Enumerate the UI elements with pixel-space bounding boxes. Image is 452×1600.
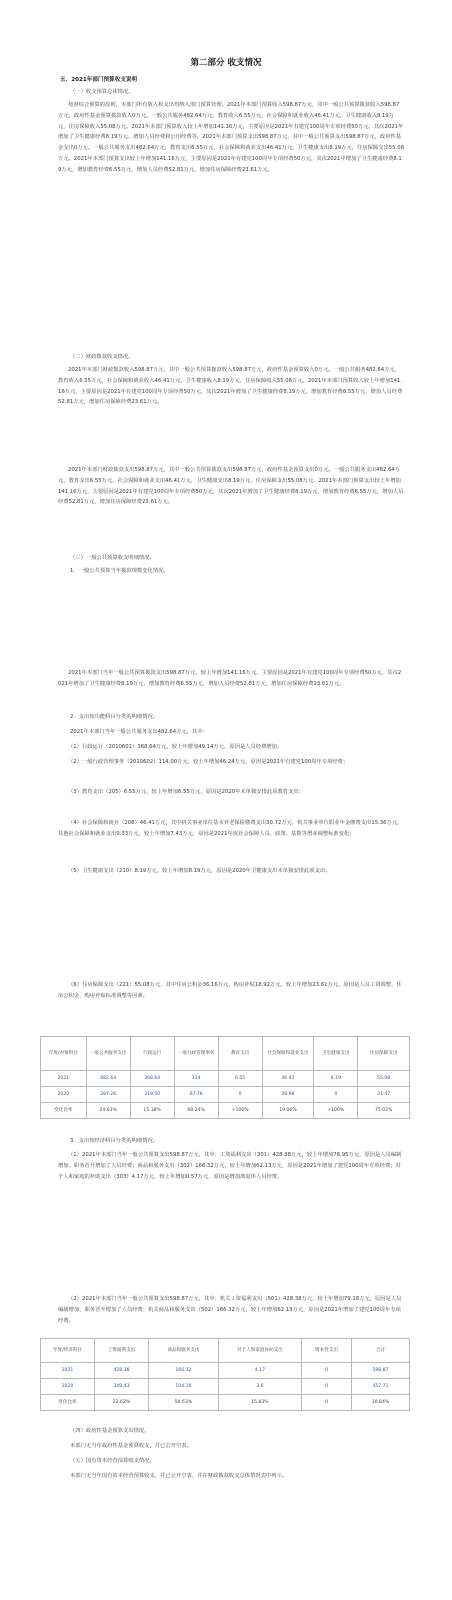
table-cell: 104.19 <box>149 1379 219 1395</box>
table-cell: 0 <box>302 1379 352 1395</box>
table-cell: 166.32 <box>149 1363 219 1379</box>
table-cell: 319.50 <box>130 1087 174 1103</box>
page-title: 第二部分 收支情况 <box>190 58 262 68</box>
paragraph-economic-1: （1）2021年本部门当年一般公共预算支出598.87万元，其中：工资福利支出（301）428.38万元，较上年增加78.95万元，原因是人员编制增加、职务晋升增加了人员经费；商品和服务支出（302）166.32万元，较上年增加62.13万元，原因是2021年增加了建党100周年专项经费；对个人和家庭的补助支出（303）4.17万元，较上年增加0.57万元，原因是增加离退休人员经费。 <box>58 1152 402 1180</box>
function-expense-table <box>40 1036 410 1119</box>
table-cell: 75.02% <box>358 1103 410 1119</box>
table-cell: 349.43 <box>94 1379 148 1395</box>
table-cell: 30.84% <box>351 1395 409 1411</box>
table-cell: 2021 <box>41 1071 87 1087</box>
table-header-cell: 一般公共服务支出 <box>86 1037 130 1071</box>
table-cell: 68.24% <box>174 1103 218 1119</box>
table-cell: 38.98 <box>262 1087 314 1103</box>
list-item: （3）教育支出（205）6.55万元，较上年增加6.55万元，原因是2020年未单独安排此项教育支出； <box>68 789 304 795</box>
item-heading: 2．支出按功能科目分类的明细情况。 <box>70 714 159 720</box>
table-cell: 46.41 <box>262 1071 314 1087</box>
table-cell: 31.47 <box>358 1087 410 1103</box>
table-cell: 55.08 <box>358 1071 410 1087</box>
table-header-cell: 住房保障支出 <box>358 1037 410 1071</box>
paragraph-overview: 按照综合预算的原则，本部门所有收入和支出均纳入部门预算管理。2021年本部门预算收入598.87万元，其中一般公共预算拨款收入598.87万元，政府性基金预算拨款收入0万元。一般公共服务482.64万元，教育收入6.55万元，社会保障和就业收入46.41万元，卫生健康收入8.19万元，住房保障收入55.08万元。2021年本部门预算收入较上年增加141.16万元，主要原因是2021年有建党100周年专项经费50万元，其次2021年增加了卫生健康经费8.19万元，增加人员经费和公用经费等。2021年本部门预算支出598.87万元，其中一般公共预算支出598.87万元，政府性基金支出0万元。一般公共服务支出482.64万元，教育支出6.55万元，社会保障和就业支出46.41万元，卫生健康支出8.19万元，住房保障支出55.08万元。2021年本部门预算支出较上年增加141.16万元，主要原因是2021年有建党100周年专项经费50万元，其次2021年增加了卫生健康经费8.19万元，增加教育经费6.55万元，增加人员经费52.81万元，增加住房保障经费23.61万元。 <box>58 102 404 173</box>
list-item: （6）住房保障支出（221）55.08万元，其中住房公积金36.16万元，购房补贴18.92万元，较上年增加23.61万元，原因是人员工资调整、住房公积金、购房补贴标准调整等因素。 <box>58 982 402 999</box>
paragraph-fund: 本部门无当年政府性基金预算收支，并已公开空表。 <box>70 1443 192 1449</box>
paragraph-scale-change: 2021年本部门当年一般公共预算拨款支出598.87万元，较上年增加141.16万元，主要原因是2021年有建党100周年专项经费50万元，其次2021年增加了卫生健康经费8.19万元，增加教育经费6.55万元，增加人员经费52.81万元，增加住房保障经费23.61万元。 <box>58 670 402 687</box>
table-row <box>41 1395 410 1411</box>
table-cell: 0 <box>302 1395 352 1411</box>
table-header-cell: 卫生健康支出 <box>314 1037 358 1071</box>
table-cell: 22.62% <box>94 1395 148 1411</box>
subsection-heading: （三）一般公共预算收支明细情况。 <box>70 555 155 561</box>
table-cell: 2021 <box>41 1363 95 1379</box>
table-cell: 482.64 <box>86 1071 130 1087</box>
table-header-cell: 教育支出 <box>218 1037 262 1071</box>
section-heading: 五．2021年部门预算收支说明 <box>60 77 138 83</box>
table-cell: 19.06% <box>262 1103 314 1119</box>
table-header-cell: 商品和服务支出 <box>149 1339 219 1363</box>
list-item: （2）一般行政管理事务（2010602）114.00万元，较上年增加46.24万元，原因是2021年有建党100周年专项经费； <box>68 759 349 765</box>
subsection-heading: （四）政府性基金预算支出情况。 <box>70 1428 150 1434</box>
table-cell: 0 <box>314 1087 358 1103</box>
subsection-heading: （一）收支预算总体情况。 <box>70 89 134 95</box>
list-item: （5）卫生健康支出（210）8.19万元，较上年增加8.19万元，原因是2020年卫健康支出未单独安排此项支出； <box>68 868 331 874</box>
table-cell: 2020 <box>41 1379 95 1395</box>
subsection-heading: （五）国有资本经营预算收支情况。 <box>70 1458 155 1464</box>
table-header-cell: 资本性支出 <box>302 1339 352 1363</box>
table-cell: 4.17 <box>218 1363 301 1379</box>
table-cell: 598.87 <box>351 1363 409 1379</box>
table-row <box>41 1363 410 1379</box>
table-cell: 8.19 <box>314 1071 358 1087</box>
table-cell: 387.26 <box>86 1087 130 1103</box>
table-cell: 6.55 <box>218 1071 262 1087</box>
list-item: （1）行政运行（2010601）368.64万元，较上年增加49.14万元，原因是人员经费增加； <box>68 744 283 750</box>
table-cell: 15.38% <box>130 1103 174 1119</box>
table-cell: 368.64 <box>130 1071 174 1087</box>
paragraph-function-intro: 2021年本部门当年一般公共服务支出482.64万元，其中： <box>70 729 208 735</box>
table-header-cell: 合计 <box>351 1339 409 1363</box>
paragraph-fiscal-expense: 2021年本部门财政拨款支出598.87万元，其中一般公共预算拨款支出598.87万元，政府性基金预算支出0万元。一般公共服务支出482.64万元，教育支出6.55万元，社会保障和就业支出46.41万元，卫生健康支出8.19万元，住房保障支出55.08万元。2021年本部门预算支出较上年增加141.16万元，主要原因是2021年有建党100周年专项经费50万元，其次2021年增加了卫生健康经费8.19万元，增加教育经费6.55万元，增加人员经费52.81万元，增加住房保障经费23.61万元。 <box>58 467 404 506</box>
table-cell: +100% <box>314 1103 358 1119</box>
paragraph-economic-2: （2）2021年本部门当年一般公共预算支出598.87万元，其中：机关工资福利支出（501）428.38万元，较上年增加79.18万元，原因是人员编制增加，职务晋升增加了人员经费；机关商品和服务支出（502）166.32万元，较上年增加62.13万元，原因是2021年增加了建党100周年专项经费。 <box>58 1296 402 1324</box>
table-header-cell: 年度/对象科目 <box>41 1037 87 1071</box>
table-cell: 15.83% <box>218 1395 301 1411</box>
table-cell: 2020 <box>41 1087 87 1103</box>
table-row <box>41 1071 410 1087</box>
table-header-cell: 工资福利支出 <box>94 1339 148 1363</box>
table-header-cell: 社会保障和就业支出 <box>262 1037 314 1071</box>
table-row <box>41 1379 410 1395</box>
table-cell: 3.6 <box>218 1379 301 1395</box>
paragraph-state-capital: 本部门无当年国有资本经营预算收支，并已公开空表，并在财政拨款收支总体情况表中列示。 <box>70 1473 288 1479</box>
table-row <box>41 1103 410 1119</box>
table-header-cell: 年度/经济科目 <box>41 1339 95 1363</box>
table-cell: 67.76 <box>174 1087 218 1103</box>
table-header-cell: 行政运行 <box>130 1037 174 1071</box>
table-cell: +100% <box>218 1103 262 1119</box>
table-cell: 变化比率 <box>41 1103 87 1119</box>
paragraph-fiscal-income: 2021年本部门财政拨款收入598.87万元，其中一般公共预算拨款收入598.87万元，政府性基金预算收入0万元。一般公共服务482.64万元，教育收入6.55万元，社会保障和就业收入46.41万元，卫生健康收入8.19万元，住房保障收入55.08万元。2021年本部门预算收入较上年增加141.16万元，主要原因是2021年有建党100周年专项经费50万元，其次2021年增加了卫生健康经费8.19万元，增加教育经费6.55万元，增加人员经费52.81万元，增加住房保障经费23.61万元。 <box>58 367 403 406</box>
table-cell: 59.63% <box>149 1395 219 1411</box>
table-header-cell: 对个人和家庭补助支出 <box>218 1339 301 1363</box>
economic-expense-table <box>40 1338 410 1411</box>
table-cell: 0 <box>302 1363 352 1379</box>
table-cell: 428.38 <box>94 1363 148 1379</box>
table-row <box>41 1087 410 1103</box>
table-cell: 0 <box>218 1087 262 1103</box>
table-cell: 变化比率 <box>41 1395 95 1411</box>
table-cell: 24.63% <box>86 1103 130 1119</box>
table-header-cell: 一般行政管理事务 <box>174 1037 218 1071</box>
table-cell: 457.71 <box>351 1379 409 1395</box>
subsection-heading: （二）财政拨款收支情况。 <box>70 354 134 360</box>
item-heading: 3．支出按经济科目分类的明细情况。 <box>70 1138 159 1144</box>
item-heading: 1．一般公共预算当年拨款规模变化情况。 <box>70 568 169 574</box>
table-cell: 114 <box>174 1071 218 1087</box>
list-item: （4）社会保障和就业（208）46.41万元，其中机关事业单位基本养老保险缴费支出30.72万元，机关事业单位职业年金缴费支出15.36万元，其他社会保障和就业支出0.33万元，较上年增加7.43万元，原因是2021年度社会保障人员、政策、基数等增多调整标准变化； <box>58 820 403 837</box>
